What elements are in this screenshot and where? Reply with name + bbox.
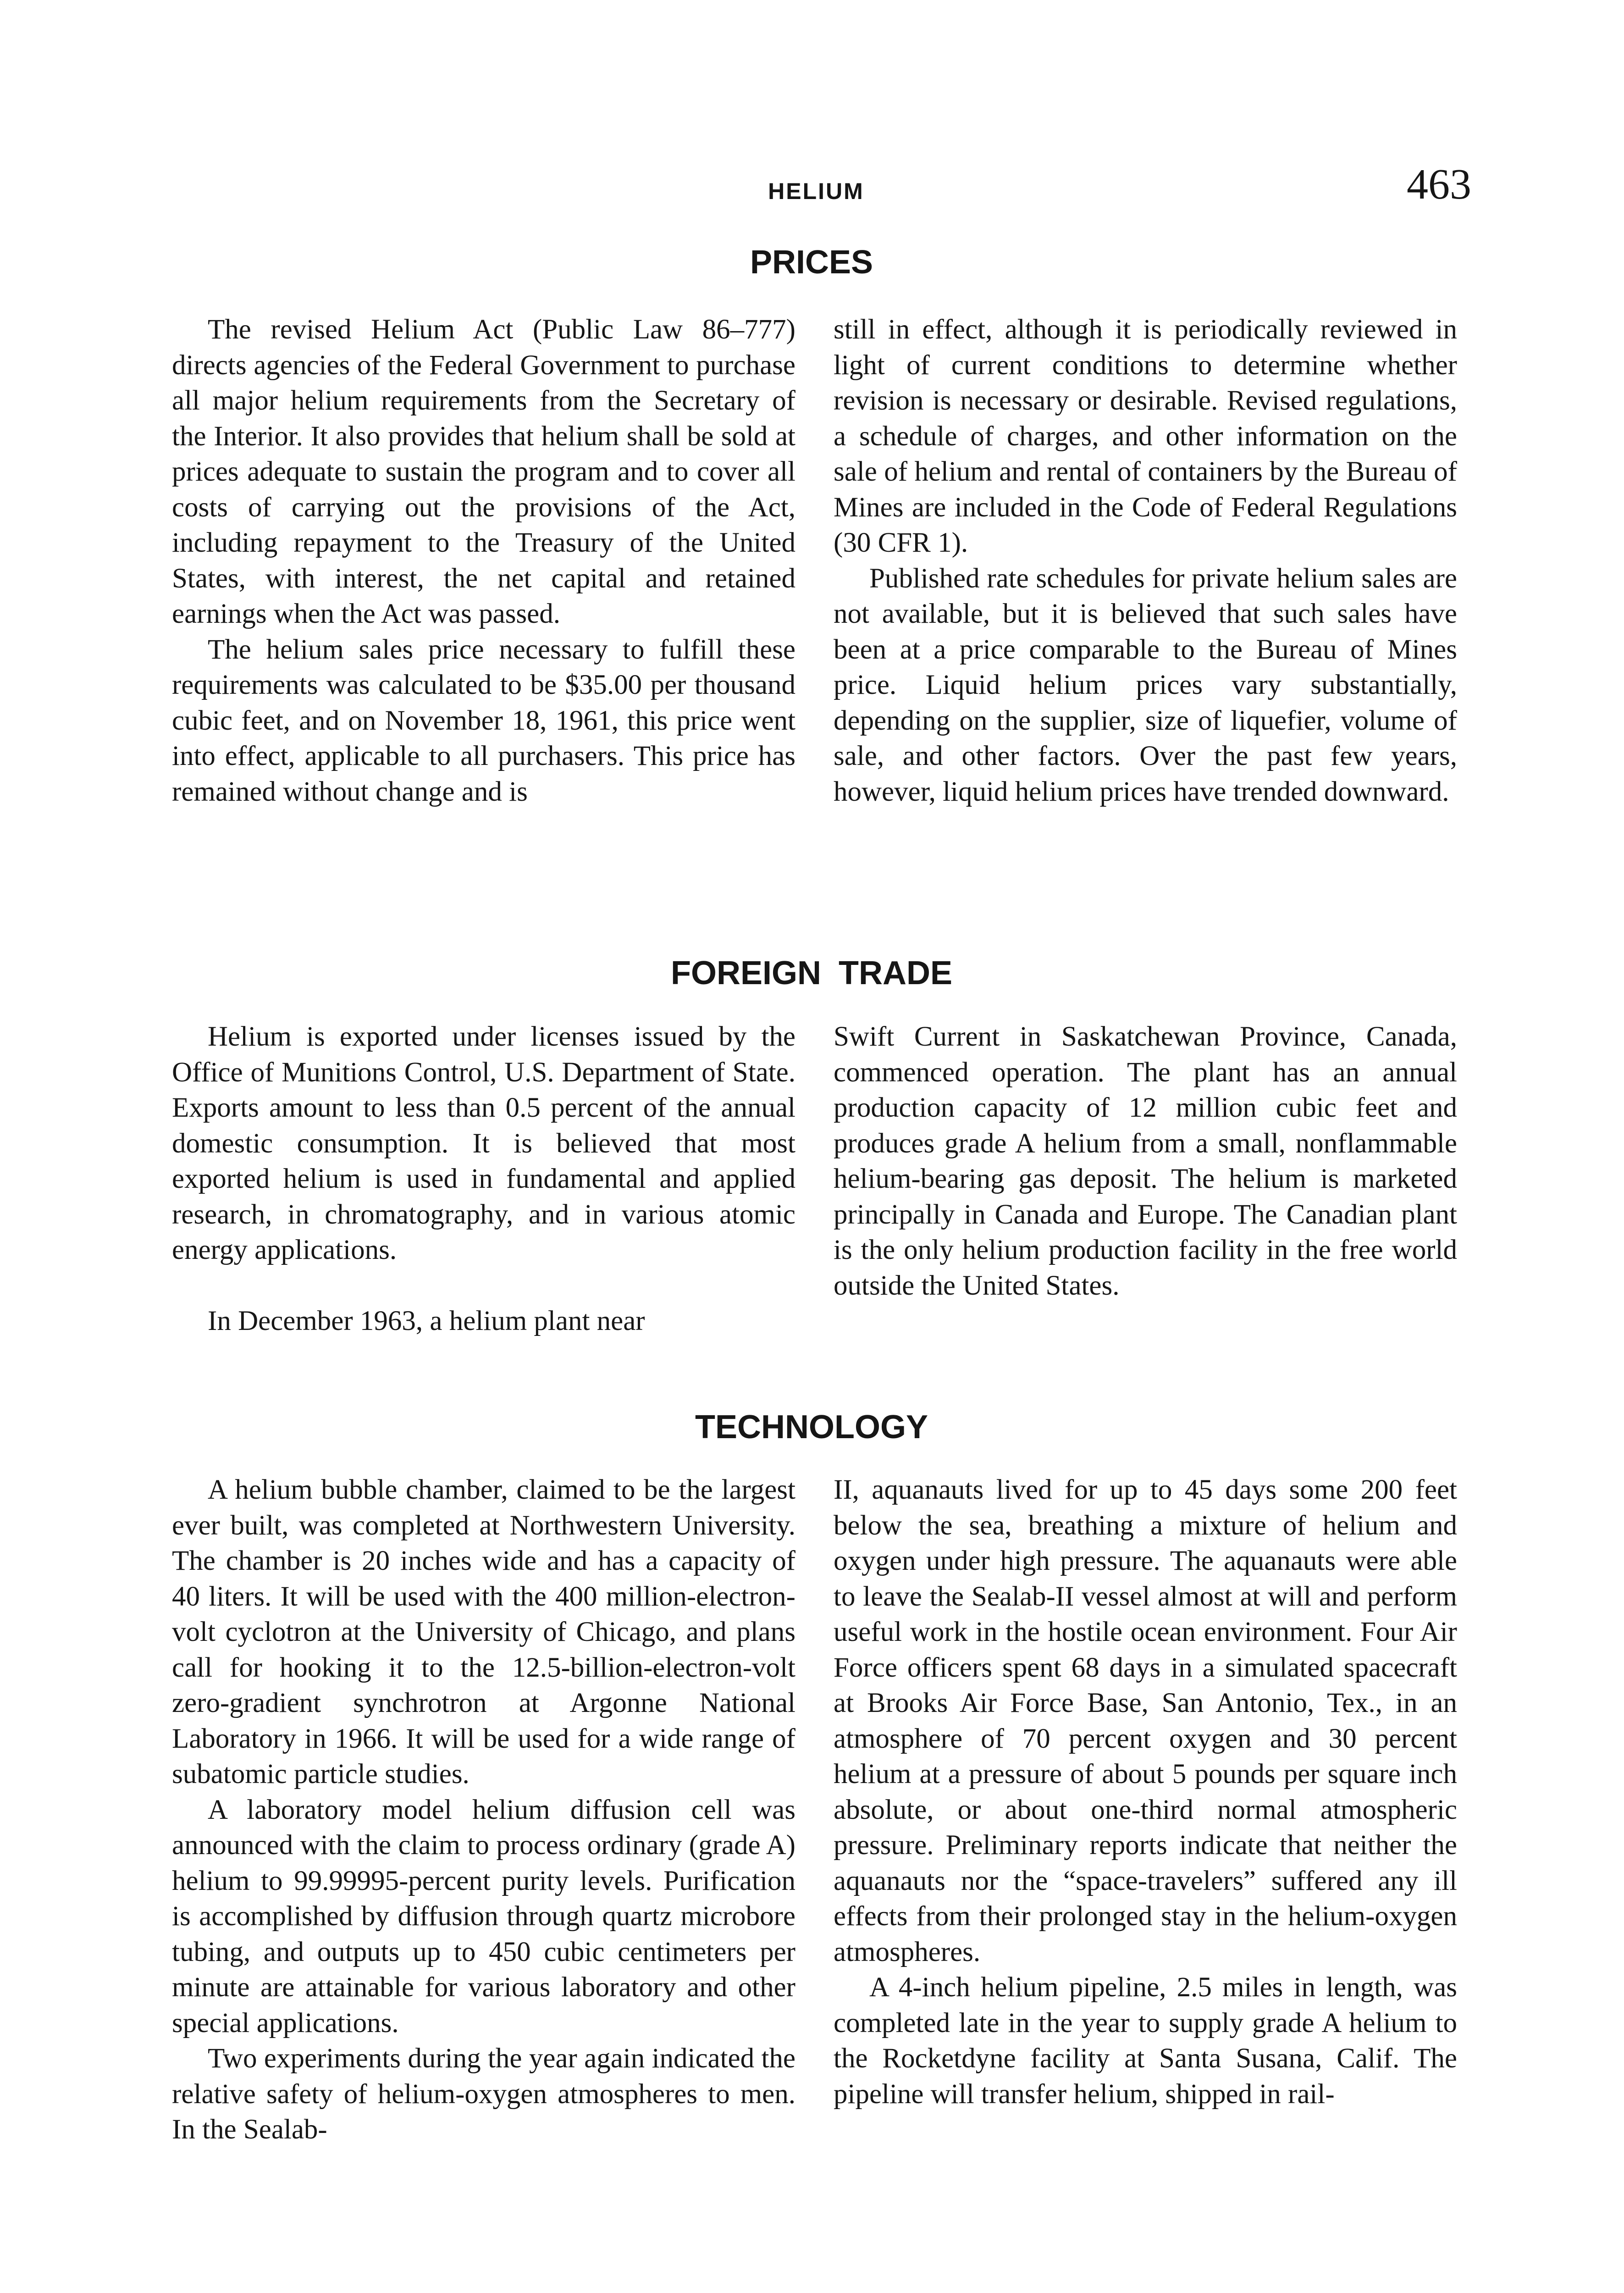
paragraph: Swift Current in Saskatchewan Province, Canada, commenced operation. The plant has an annual production capacity of 12 million cubic feet and produces grade A helium from a small, nonflammable helium-bearing gas deposit. The helium is marketed principally in Canada and Europe. The Canadian plant is the only helium production facility in the free world outside the United States. (834, 1021, 1457, 1301)
paragraph: A laboratory model helium diffusion cell was announced with the claim to process ordinary (grade A) helium to 99.99995-percent purity levels. Purification is accomplished by diffusion through quartz microbore tubing, and outputs up to 450 cubic centimeters per minute are attainable for various laboratory and other special applications. (172, 1794, 795, 2038)
section-heading-foreign-trade (165, 955, 1458, 991)
foreign-trade-left-column (172, 1019, 795, 1339)
heading-word: FOREIGN (670, 955, 821, 991)
paragraph: Published rate schedules for private helium sales are not available, but it is believed that such sales have been at a price comparable to the Bureau of Mines price. Liquid helium prices vary substantially, depending on the supplier, size of liquefier, volume of sale, and other factors. Over the past few years, however, liquid helium prices have trended downward. (834, 563, 1457, 807)
paragraph: II, aquanauts lived for up to 45 days some 200 feet below the sea, breathing a mixture of helium and oxygen under high pressure. The aquanauts were able to leave the Sealab-II vessel almost at will and perform useful work in the hostile ocean environment. Four Air Force officers spent 68 days in a simulated spacecraft at Brooks Air Force Base, San Antonio, Tex., in an atmosphere of 70 percent oxygen and 30 percent helium at a pressure of about 5 pounds per square inch absolute, or about one-third normal atmospheric pressure. Preliminary reports indicate that neither the aquanauts nor the “space-travelers” suffered any ill effects from their prolonged stay in the helium-oxygen atmospheres. (834, 1474, 1457, 1967)
paragraph: Two experiments during the year again indicated the relative safety of helium-oxygen atmospheres to men. In the Sealab- (172, 2043, 795, 2145)
page-number: 463 (1407, 161, 1471, 208)
paragraph: A 4-inch helium pipeline, 2.5 miles in length, was completed late in the year to supply grade A helium to the Rocketdyne facility at Santa Susana, Calif. The pipeline will transfer helium, shipped in rail- (834, 1972, 1457, 2110)
foreign-trade-right-column (834, 1019, 1457, 1303)
paragraph: The helium sales price necessary to fulfill these requirements was calculated to be $35.00 per thousand cubic feet, and on November 18, 1961, this price went into effect, applicable to all purchasers. This price has remained without change and is (172, 634, 795, 807)
section-heading-technology: TECHNOLOGY (695, 1409, 928, 1446)
heading-word: TRADE (839, 955, 952, 991)
running-head-title: HELIUM (768, 178, 864, 204)
technology-left-column (172, 1472, 795, 2148)
paragraph: still in effect, although it is periodically reviewed in light of current conditions to determine whether revision is necessary or desirable. Revised regulations, a schedule of charges, and other information on the sale of helium and rental of containers by the Bureau of Mines are included in the Code of Federal Regulations (30 CFR 1). (834, 314, 1457, 558)
prices-right-column (834, 312, 1457, 809)
section-heading-prices: PRICES (750, 244, 873, 281)
paragraph: In December 1963, a helium plant near (208, 1305, 645, 1336)
paragraph: Helium is exported under licenses issued by the Office of Munitions Control, U.S. Department of State. Exports amount to less than 0.5 percent of the annual domestic consumption. It is believed that most exported helium is used in fundamental and applied research, in chromatography, and in various atomic energy applications. (172, 1021, 795, 1265)
paragraph: The revised Helium Act (Public Law 86–777) directs agencies of the Federal Government to purchase all major helium requirements from the Secretary of the Interior. It also provides that helium shall be sold at prices adequate to sustain the program and to cover all costs of carrying out the provisions of the Act, including repayment to the Treasury of the United States, with interest, the net capital and retained earnings when the Act was passed. (172, 314, 795, 629)
paragraph: A helium bubble chamber, claimed to be the largest ever built, was completed at Northwestern University. The chamber is 20 inches wide and has a capacity of 40 liters. It will be used with the 400 million-electron-volt cyclotron at the University of Chicago, and plans call for hooking it to the 12.5-billion-electron-volt zero-gradient synchrotron at Argonne National Laboratory in 1966. It will be used for a wide range of subatomic particle studies. (172, 1474, 795, 1789)
prices-left-column (172, 312, 795, 809)
technology-right-column (834, 1472, 1457, 2112)
